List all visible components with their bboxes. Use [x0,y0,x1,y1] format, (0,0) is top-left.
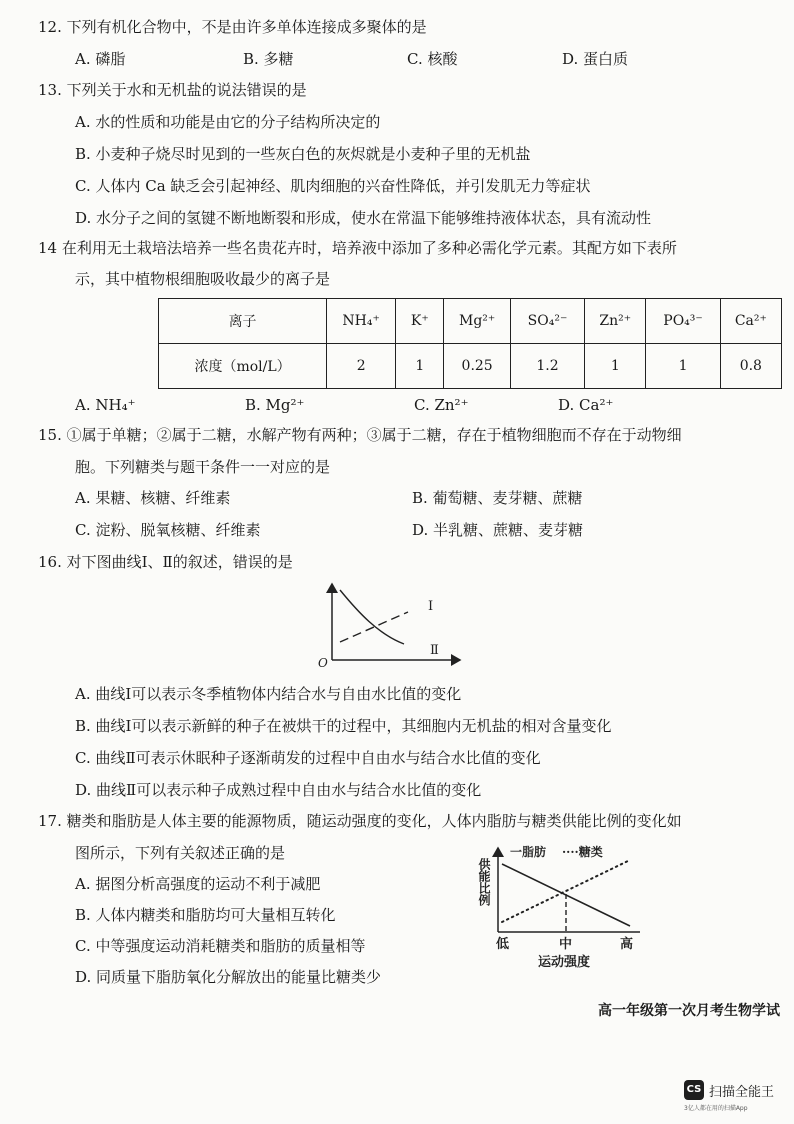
table-header-cell: Mg²⁺ [444,299,510,344]
q16-stem: 16. 对下图曲线Ⅰ、Ⅱ的叙述，错误的是 [38,553,293,571]
q17-y-axis-label: 供能比例 [477,858,491,906]
q13-stem: 13. 下列关于水和无机盐的说法错误的是 [38,81,307,99]
q13-option-d: D. 水分子之间的氢键不断地断裂和形成，使水在常温下能够维持液体状态，具有流动性 [75,209,652,227]
table-header-cell: 离子 [159,299,327,344]
q16-curve-diagram [300,578,470,670]
ion-concentration-table [158,298,782,389]
q12-option-d: D. 蛋白质 [562,50,629,68]
q17-option-a: A. 据图分析高强度的运动不利于减肥 [75,875,321,893]
table-header-cell: K⁺ [396,299,444,344]
table-header-cell: SO₄²⁻ [510,299,584,344]
q17-x-tick-high: 高 [620,937,634,952]
q17-option-b: B. 人体内糖类和脂肪均可大量相互转化 [75,906,336,924]
q16-label-2: Ⅱ [430,643,439,658]
q13-option-a: A. 水的性质和功能是由它的分子结构所决定的 [75,113,381,131]
q17-legend-sugar: ····糖类 [562,845,603,859]
q15-stem-line1: 15. ①属于单糖；②属于二糖，水解产物有两种；③属于二糖，存在于植物细胞而不存在于动物细 [38,426,682,444]
cs-logo-icon: CS [684,1080,704,1100]
q12-option-a: A. 磷脂 [75,50,126,68]
q16-option-c: C. 曲线Ⅱ可表示休眠种子逐渐萌发的过程中自由水与结合水比值的变化 [75,749,541,767]
q15-option-c: C. 淀粉、脱氧核糖、纤维素 [75,521,261,539]
q13-option-c: C. 人体内 Ca 缺乏会引起神经、肌肉细胞的兴奋性降低，并引发肌无力等症状 [75,177,591,195]
q14-option-a: A. NH₄⁺ [75,396,136,414]
q14-option-b: B. Mg²⁺ [245,396,305,414]
table-cell: 1 [396,344,444,389]
scanner-app-name: 扫描全能王 [709,1085,775,1100]
q17-x-tick-low: 低 [496,937,510,952]
q14-option-c: C. Zn²⁺ [414,396,469,414]
q12-option-c: C. 核酸 [407,50,458,68]
q13-option-b: B. 小麦种子烧尽时见到的一些灰白色的灰烬就是小麦种子里的无机盐 [75,145,531,163]
q17-stem-line1: 17. 糖类和脂肪是人体主要的能源物质，随运动强度的变化，人体内脂肪与糖类供能比例的变化如 [38,812,682,830]
table-cell: 0.25 [444,344,510,389]
q16-option-a: A. 曲线Ⅰ可以表示冬季植物体内结合水与自由水比值的变化 [75,685,462,703]
q16-option-b: B. 曲线Ⅰ可以表示新鲜的种子在被烘干的过程中，其细胞内无机盐的相对含量变化 [75,717,612,735]
q17-stem-line2: 图所示，下列有关叙述正确的是 [75,844,286,862]
table-cell: 2 [327,344,396,389]
q15-option-d: D. 半乳糖、蔗糖、麦芽糖 [412,521,584,539]
q17-legend-fat: 一脂肪 [510,845,547,859]
q15-option-a: A. 果糖、核糖、纤维素 [75,489,231,507]
table-cell: 0.8 [720,344,781,389]
table-cell: 1 [585,344,646,389]
q14-stem-line2: 示，其中植物根细胞吸收最少的离子是 [75,270,331,288]
q14-option-d: D. Ca²⁺ [558,396,614,414]
q14-stem-line1: 14 在利用无土栽培法培养一些名贵花卉时，培养液中添加了多种必需化学元素。其配方如下表所 [38,239,677,257]
exam-footer-title: 高一年级第一次月考生物学试 [598,1003,780,1019]
q17-x-axis-label: 运动强度 [538,955,591,970]
q12-option-b: B. 多糖 [243,50,294,68]
q17-x-tick-mid: 中 [559,937,573,952]
q15-stem-line2: 胞。下列糖类与题干条件一一对应的是 [75,458,331,476]
table-header-cell: Zn²⁺ [585,299,646,344]
table-cell: 1.2 [510,344,584,389]
scanner-watermark [684,1080,788,1116]
scanner-app-tagline: 3亿人都在用的扫描App [684,1105,748,1112]
table-row [159,344,782,389]
q16-line-dashed [340,612,408,642]
table-header-cell: NH₄⁺ [327,299,396,344]
table-header-row [159,299,782,344]
q16-curve-descending [340,590,404,644]
q16-option-d: D. 曲线Ⅱ可以表示种子成熟过程中自由水与结合水比值的变化 [75,781,482,799]
table-cell: 浓度（mol/L） [159,344,327,389]
q16-origin-label: O [318,656,328,670]
q15-option-b: B. 葡萄糖、麦芽糖、蔗糖 [412,489,583,507]
q17-option-d: D. 同质量下脂肪氧化分解放出的能量比糖类少 [75,968,382,986]
table-header-cell: Ca²⁺ [720,299,781,344]
table-header-cell: PO₄³⁻ [646,299,720,344]
table-cell: 1 [646,344,720,389]
q17-energy-ratio-diagram [470,840,650,970]
q16-label-1: Ⅰ [428,599,434,614]
q17-option-c: C. 中等强度运动消耗糖类和脂肪的质量相等 [75,937,366,955]
q12-stem: 12. 下列有机化合物中，不是由许多单体连接成多聚体的是 [38,18,427,36]
